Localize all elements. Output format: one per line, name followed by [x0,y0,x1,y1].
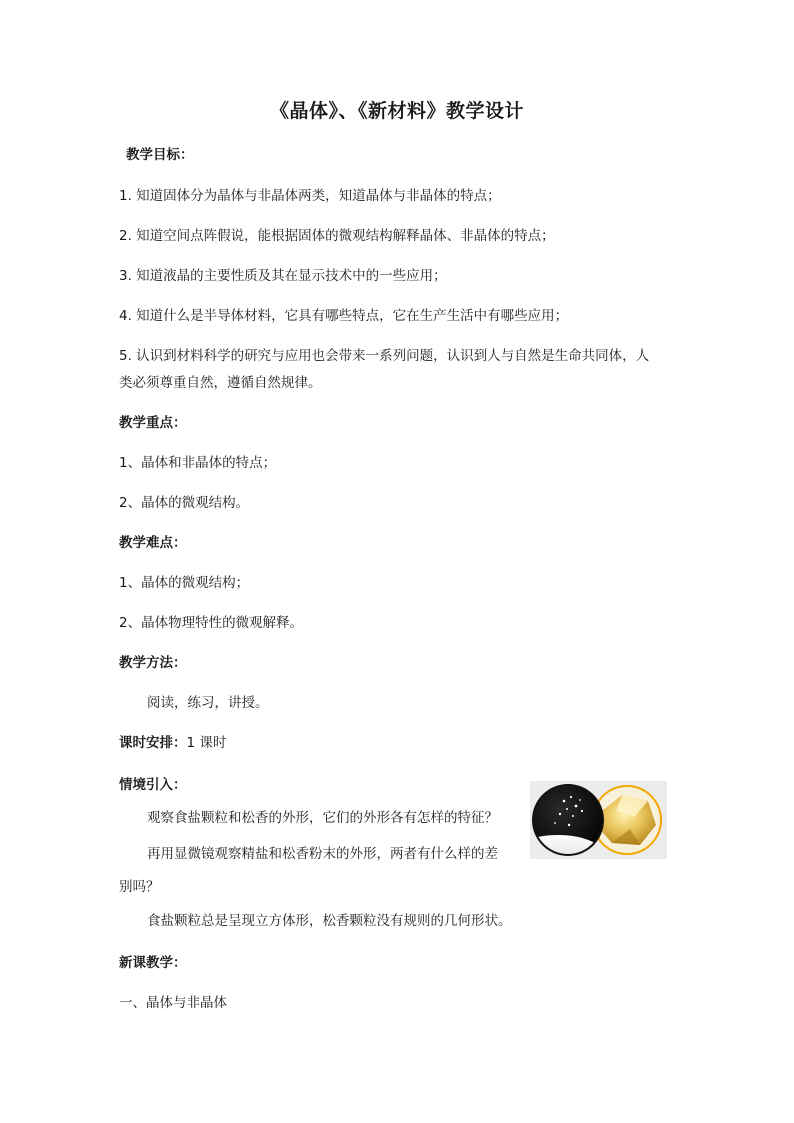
schedule-value: 1 课时 [186,735,227,751]
schedule-label: 课时安排： [119,735,187,751]
objective-item-3: 3. 知道液晶的主要性质及其在显示技术中的一些应用； [119,268,447,284]
methods-heading: 教学方法： [119,655,187,671]
methods-text: 阅读，练习，讲授。 [147,695,269,711]
document-title: 《晶体》、《新材料》教学设计 [269,100,524,122]
key-point-item-2: 2、晶体的微观结构。 [119,495,250,511]
objectives-heading: 教学目标： [126,147,194,163]
new-lesson-heading: 新课教学： [119,955,187,971]
intro-line-3: 别吗？ [119,879,160,895]
intro-line-2: 再用显微镜观察精盐和松香粉末的外形，两者有什么样的差 [147,846,498,862]
difficulty-item-1: 1、晶体的微观结构； [119,575,250,591]
key-point-item-1: 1、晶体和非晶体的特点； [119,455,277,471]
schedule-line [119,733,226,753]
objective-item-5: 5. 认识到材料科学的研究与应用也会带来一系列问题，认识到人与自然是生命共同体，人 [119,348,650,364]
salt-and-rosin-photo-graphic [530,781,667,859]
intro-line-1: 观察食盐颗粒和松香的外形，它们的外形各有怎样的特征？ [147,810,498,826]
objective-item-1: 1. 知道固体分为晶体与非晶体两类，知道晶体与非晶体的特点； [119,188,501,204]
objective-item-5-continued: 类必须尊重自然，遵循自然规律。 [119,375,322,391]
salt-and-rosin-photo [530,781,667,859]
difficulty-item-2: 2、晶体物理特性的微观解释。 [119,615,304,631]
intro-heading: 情境引入： [119,777,187,793]
key-points-heading: 教学重点： [119,415,187,431]
objective-item-4: 4. 知道什么是半导体材料，它具有哪些特点，它在生产生活中有哪些应用； [119,308,569,324]
section-heading-crystal: 一、晶体与非晶体 [119,995,227,1011]
objective-item-2: 2. 知道空间点阵假说，能根据固体的微观结构解释晶体、非晶体的特点； [119,228,555,244]
difficulties-heading: 教学难点： [119,535,187,551]
intro-line-4: 食盐颗粒总是呈现立方体形，松香颗粒没有规则的几何形状。 [147,913,512,929]
